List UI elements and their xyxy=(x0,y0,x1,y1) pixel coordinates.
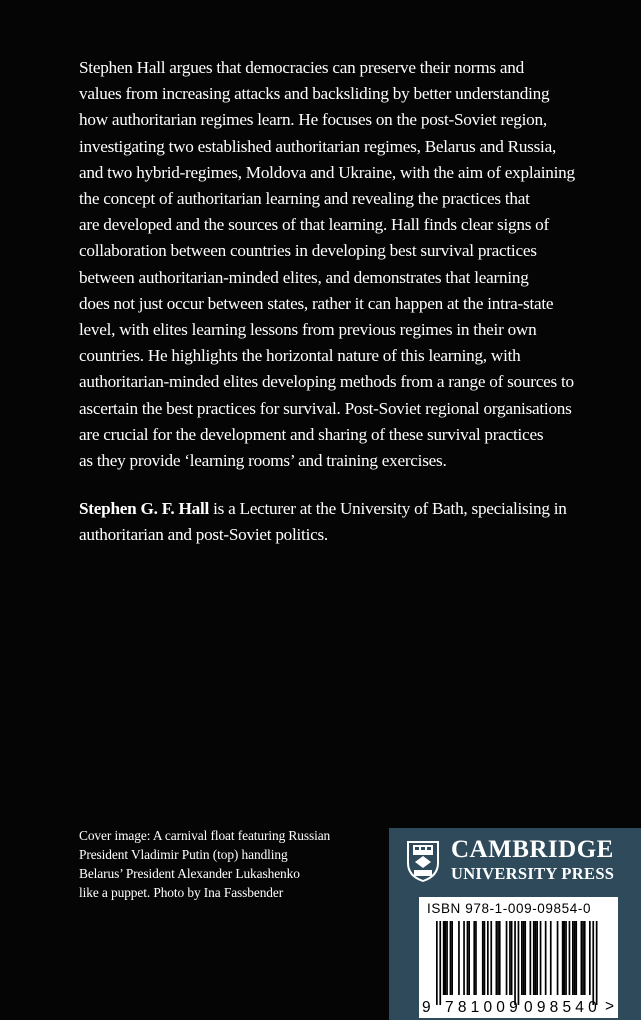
cambridge-shield-icon xyxy=(405,839,441,883)
credit-line: like a puppet. Photo by Ina Fassbender xyxy=(79,885,284,900)
barcode-bar xyxy=(575,921,577,995)
blurb-line: values from increasing attacks and backsliding by better understanding xyxy=(79,84,550,104)
barcode-bar xyxy=(473,921,475,995)
barcode-bar xyxy=(524,921,526,995)
barcode-quiet-mark: > xyxy=(605,998,615,1015)
blurb-line: level, with elites learning lessons from previous regimes in their own xyxy=(79,320,537,340)
blurb-line: the concept of authoritarian learning and revealing the practices that xyxy=(79,189,530,209)
author-bio xyxy=(79,496,599,548)
barcode-bar xyxy=(572,921,574,995)
barcode-bar xyxy=(540,921,542,995)
barcode-bar xyxy=(490,921,492,995)
barcode-bar xyxy=(484,921,486,995)
publisher-name: CAMBRIDGE xyxy=(451,836,614,863)
barcode-bar xyxy=(557,921,559,995)
blurb-line: are developed and the sources of that learning. Hall finds clear signs of xyxy=(79,215,549,235)
barcode-bar xyxy=(518,921,520,1005)
barcode-bar xyxy=(439,921,441,1005)
blurb-line: Stephen Hall argues that democracies can preserve their norms and xyxy=(79,58,524,77)
barcode-bar xyxy=(536,921,538,995)
credit-line: President Vladimir Putin (top) handling xyxy=(79,847,288,862)
cover-image-credit xyxy=(79,826,359,902)
blurb-line: does not just occur between states, rather it can happen at the intra-state xyxy=(79,293,554,313)
barcode-bar xyxy=(487,921,489,995)
barcode-bar xyxy=(467,921,469,995)
blurb-line: countries. He highlights the horizontal nature of this learning, with xyxy=(79,346,521,366)
barcode-bar xyxy=(530,921,532,995)
barcode-bar xyxy=(451,921,453,995)
barcode-bar xyxy=(511,921,513,995)
barcode-bar xyxy=(565,921,567,995)
barcode-bar xyxy=(506,921,508,995)
barcode-bar xyxy=(550,921,552,995)
barcode-graphic xyxy=(419,897,618,1018)
barcode-bar xyxy=(581,921,583,995)
barcode-bar xyxy=(533,921,535,995)
barcode-bar xyxy=(443,921,445,995)
credit-line: Cover image: A carnival float featuring Russian xyxy=(79,828,331,843)
blurb-line: as they provide ‘learning rooms’ and training exercises. xyxy=(79,451,447,471)
barcode-bar xyxy=(450,921,452,995)
barcode-bar xyxy=(446,921,448,995)
blurb-line: ascertain the best practices for survival. Post-Soviet regional organisations xyxy=(79,398,572,418)
barcode-bar xyxy=(475,921,477,995)
author-bio-text: is a Lecturer at the University of Bath, specialising in xyxy=(209,499,567,518)
barcode-digits-left: 781009 xyxy=(445,999,522,1016)
barcode-bar xyxy=(569,921,571,995)
barcode-bar xyxy=(564,921,566,995)
blurb-line: investigating two established authoritarian regimes, Belarus and Russia, xyxy=(79,136,556,156)
credit-line: Belarus’ President Alexander Lukashenko xyxy=(79,866,300,881)
blurb-line: between authoritarian-minded elites, and demonstrates that learning xyxy=(79,267,529,287)
barcode-bar xyxy=(496,921,498,995)
barcode-bar xyxy=(596,921,598,1005)
barcode-bar xyxy=(592,921,594,1005)
blurb-line: authoritarian-minded elites developing methods from a range of sources to xyxy=(79,372,574,392)
isbn-barcode xyxy=(419,897,618,1018)
barcode-bar xyxy=(497,921,499,995)
barcode-bar xyxy=(514,921,516,1005)
barcode-bar xyxy=(521,921,523,995)
barcode-bar xyxy=(589,921,591,995)
barcode-bar xyxy=(445,921,447,995)
barcode-bar xyxy=(545,921,547,995)
barcode-bar xyxy=(482,921,484,995)
blurb-line: how authoritarian regimes learn. He focuses on the post-Soviet region, xyxy=(79,110,547,130)
barcode-bar xyxy=(584,921,586,995)
blurb-line: collaboration between countries in developing best survival practices xyxy=(79,241,537,261)
barcode-bar xyxy=(582,921,584,995)
publisher-subname: UNIVERSITY PRESS xyxy=(451,864,615,883)
barcode-digits-right: 098540 xyxy=(524,999,601,1016)
barcode-bar xyxy=(562,921,564,995)
barcode-bar xyxy=(463,921,465,995)
barcode-bar xyxy=(458,921,460,995)
book-description xyxy=(79,55,599,474)
barcode-bar xyxy=(436,921,438,1005)
barcode-bar xyxy=(535,921,537,995)
barcode-digit-first: 9 xyxy=(422,999,431,1016)
barcode-bar xyxy=(468,921,470,995)
barcode-bar xyxy=(509,921,511,995)
author-name: Stephen G. F. Hall xyxy=(79,499,210,518)
blurb-line: are crucial for the development and sharing of these survival practices xyxy=(79,424,544,444)
barcode-bar xyxy=(574,921,576,995)
barcode-bar xyxy=(499,921,501,995)
isbn-label: ISBN 978-1-009-09854-0 xyxy=(427,901,592,916)
publisher-panel xyxy=(389,828,641,1020)
barcode-bar xyxy=(523,921,525,995)
author-bio-text-2: authoritarian and post-Soviet politics. xyxy=(79,525,328,545)
blurb-line: and two hybrid-regimes, Moldova and Ukraine, with the aim of explaining xyxy=(79,162,575,182)
